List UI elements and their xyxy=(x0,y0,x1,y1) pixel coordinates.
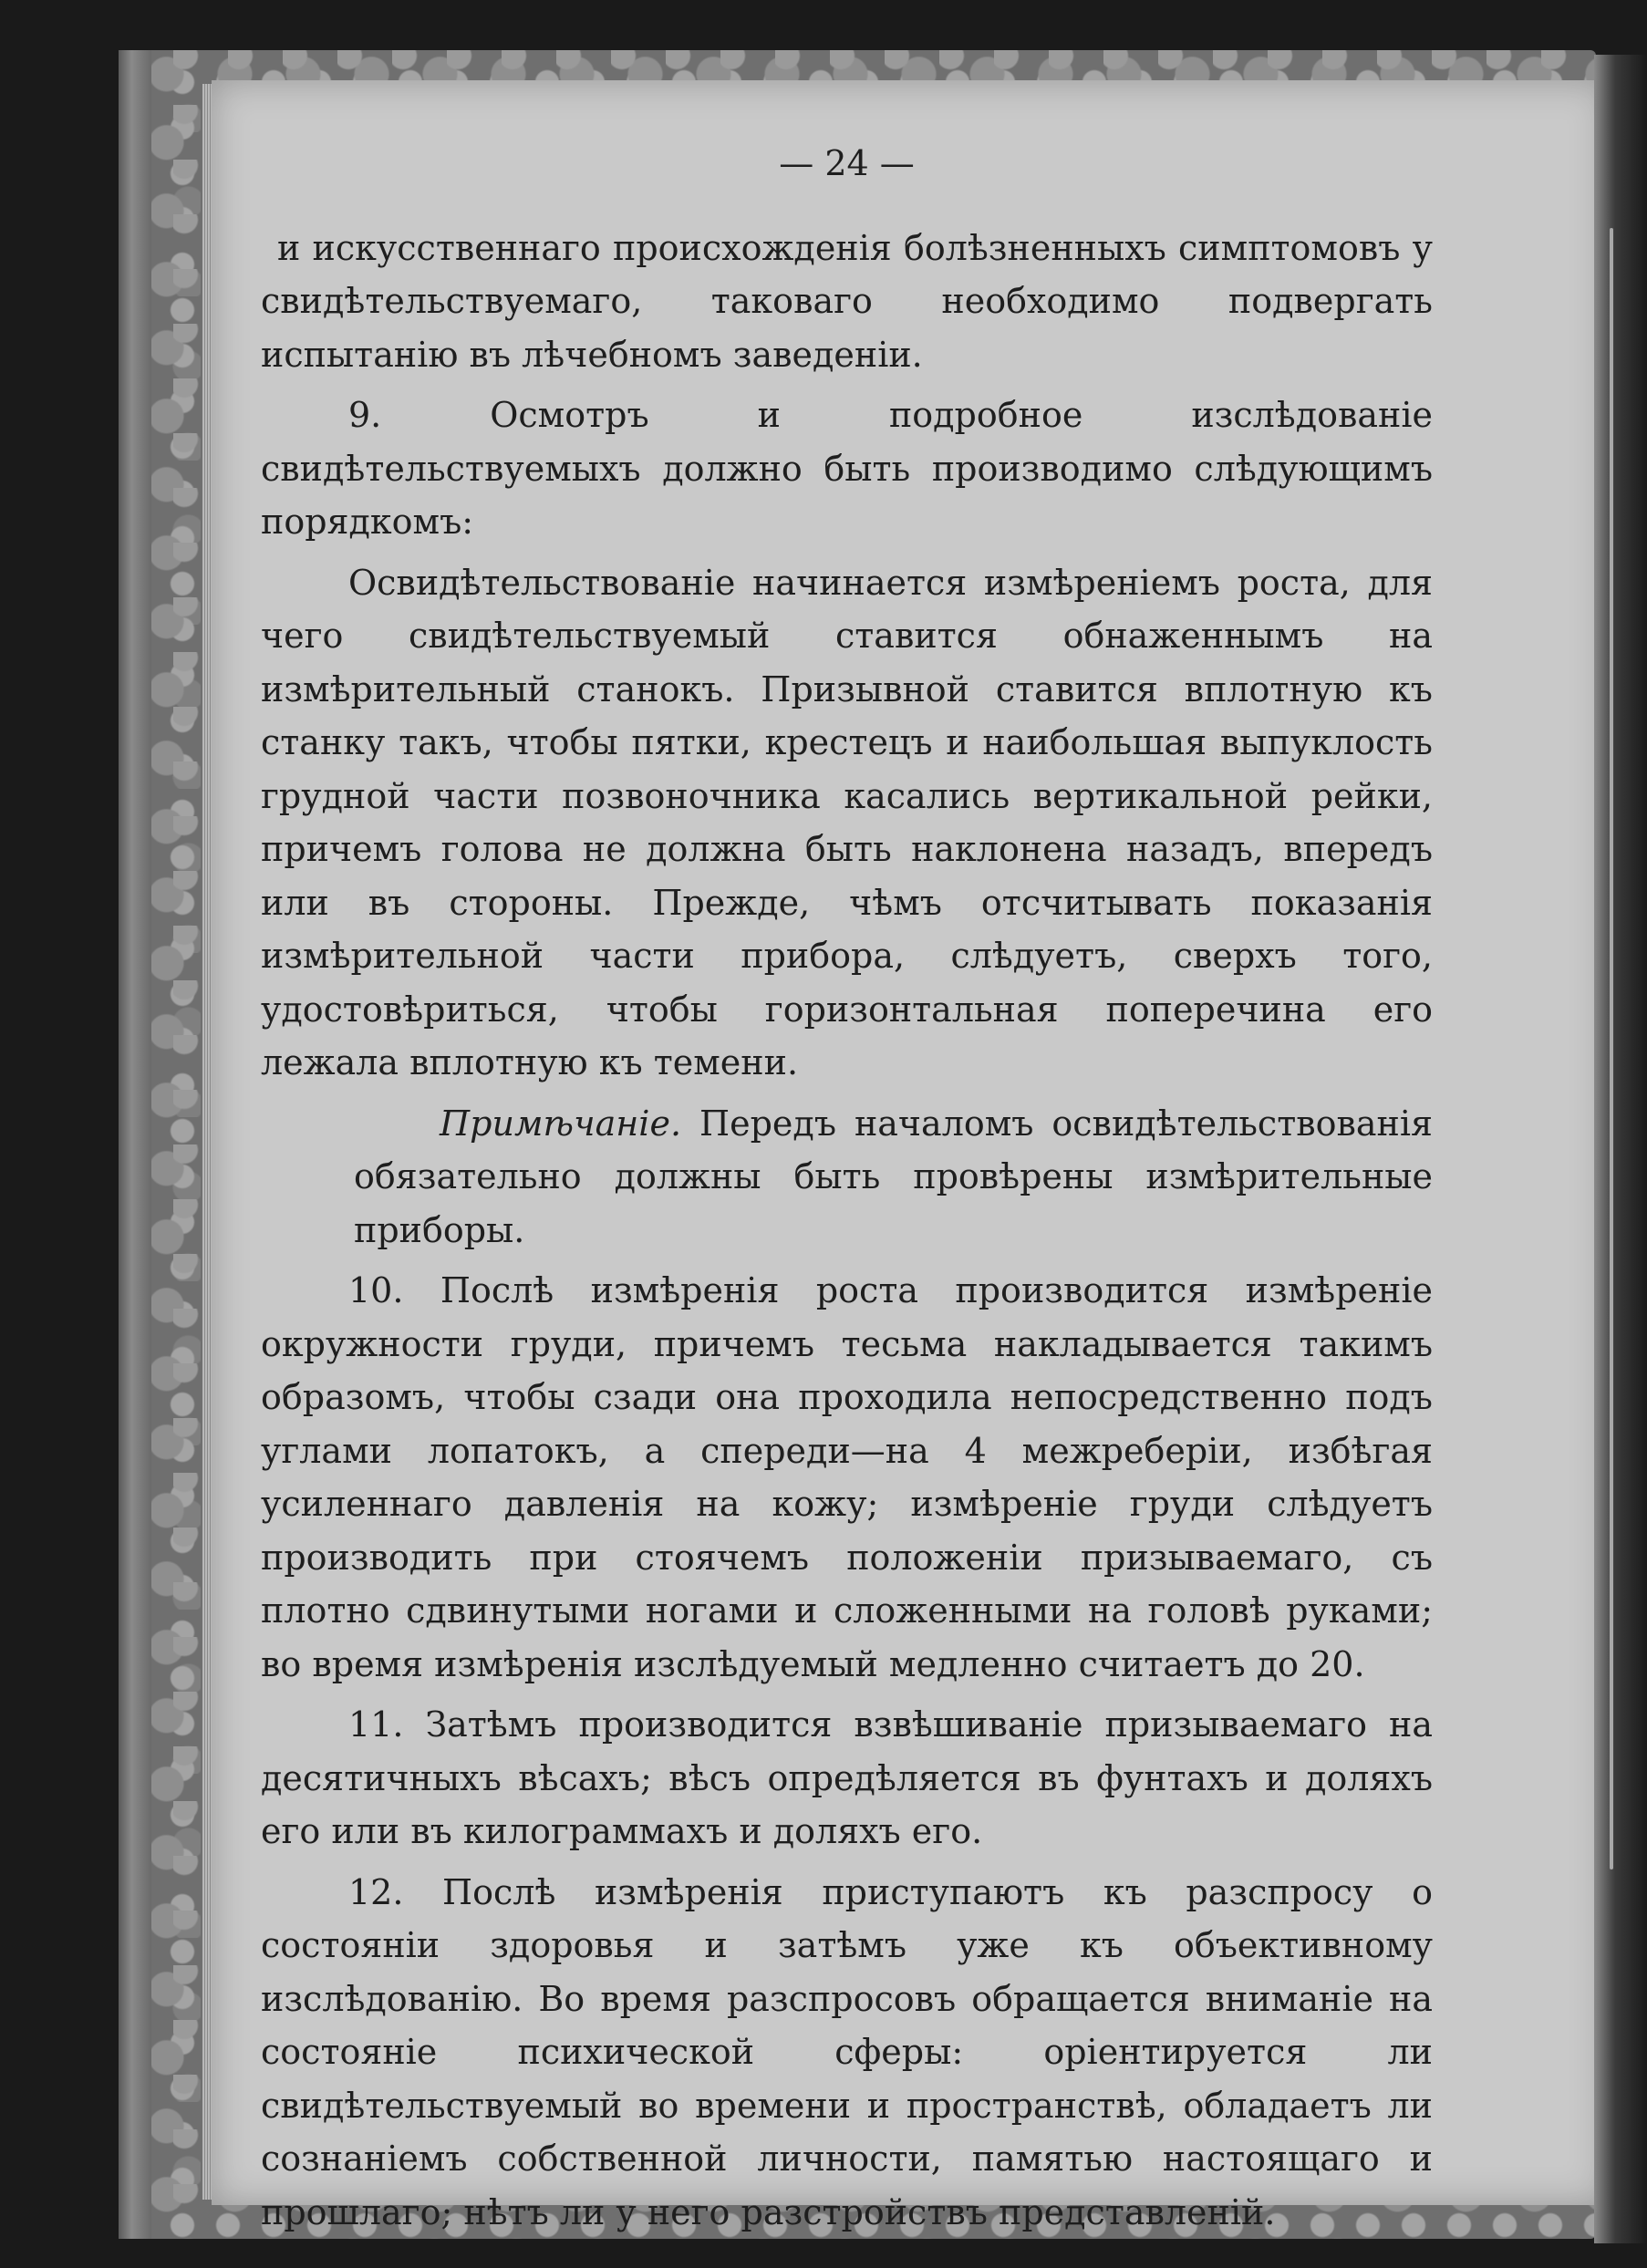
page-text xyxy=(261,137,1433,2246)
page-number: — 24 — xyxy=(779,143,915,183)
paragraph-10: 10. Послѣ измѣренія роста производится измѣреніе окружности груди, причемъ тесьма накладывается такимъ образомъ, чтобы сзади она проходила непосредственно подъ углами лопатокъ, а спереди—на 4 межреберіи, избѣгая усиленнаго давленія на кожу; измѣреніе груди слѣдуетъ производить при стоячемъ положеніи призываемаго, съ плотно сдвинутыми ногами и сложенными на головѣ руками; во время измѣренія изслѣдуемый медленно считаетъ до 20. xyxy=(261,1270,1433,1684)
paragraph-12: 12. Послѣ измѣренія приступаютъ къ разспросу о состояніи здоровья и затѣмъ уже къ объективному изслѣдованію. Во время разспросовъ обращается вниманіе на состояніе психической сферы: оріентируется ли свидѣтельствуемый во времени и пространствѣ, обладаетъ ли сознаніемъ собственной личности, памятью настоящаго и прошлаго; нѣтъ ли у него разстройствъ представленій. xyxy=(261,1871,1433,2232)
paragraph-9: 9. Осмотръ и подробное изслѣдованіе свидѣтельствуемыхъ должно быть производимо слѣдующимъ порядкомъ: xyxy=(261,395,1433,542)
binding-gutter xyxy=(1594,55,1647,2243)
note-block xyxy=(354,1097,1433,1258)
paragraph-continuation: и искусственнаго происхожденія болѣзненныхъ симптомовъ у свидѣтельствуемаго, таковаго необходимо подвергать испытанію въ лѣчебномъ заведеніи. xyxy=(261,227,1433,375)
note-label: Примѣчаніе. xyxy=(440,1103,682,1144)
note-text: Передъ началомъ освидѣтельствованія обязательно должны быть провѣрены измѣрительные приборы. xyxy=(354,1103,1433,1250)
paragraph-11: 11. Затѣмъ производится взвѣшиваніе призываемаго на десятичныхъ вѣсахъ; вѣсъ опредѣляется въ фунтахъ и доляхъ его или въ килограммахъ и доляхъ его. xyxy=(261,1704,1433,1851)
cover-spine-edge xyxy=(119,50,151,2239)
binding-thread xyxy=(1610,228,1613,1869)
paragraph-9-body: Освидѣтельствованіе начинается измѣреніемъ роста, для чего свидѣтельствуемый ставится обнаженнымъ на измѣрительный станокъ. Призывной ставится вплотную къ станку такъ, чтобы пятки, крестецъ и наибольшая выпуклость грудной части позвоночника касались вертикальной рейки, причемъ голова не должна быть наклонена назадъ, впередъ или въ стороны. Прежде, чѣмъ отсчитывать показанія измѣрительной части прибора, слѣдуетъ, сверхъ того, удостовѣриться, чтобы горизонтальная поперечина его лежала вплотную къ темени. xyxy=(261,562,1433,1082)
